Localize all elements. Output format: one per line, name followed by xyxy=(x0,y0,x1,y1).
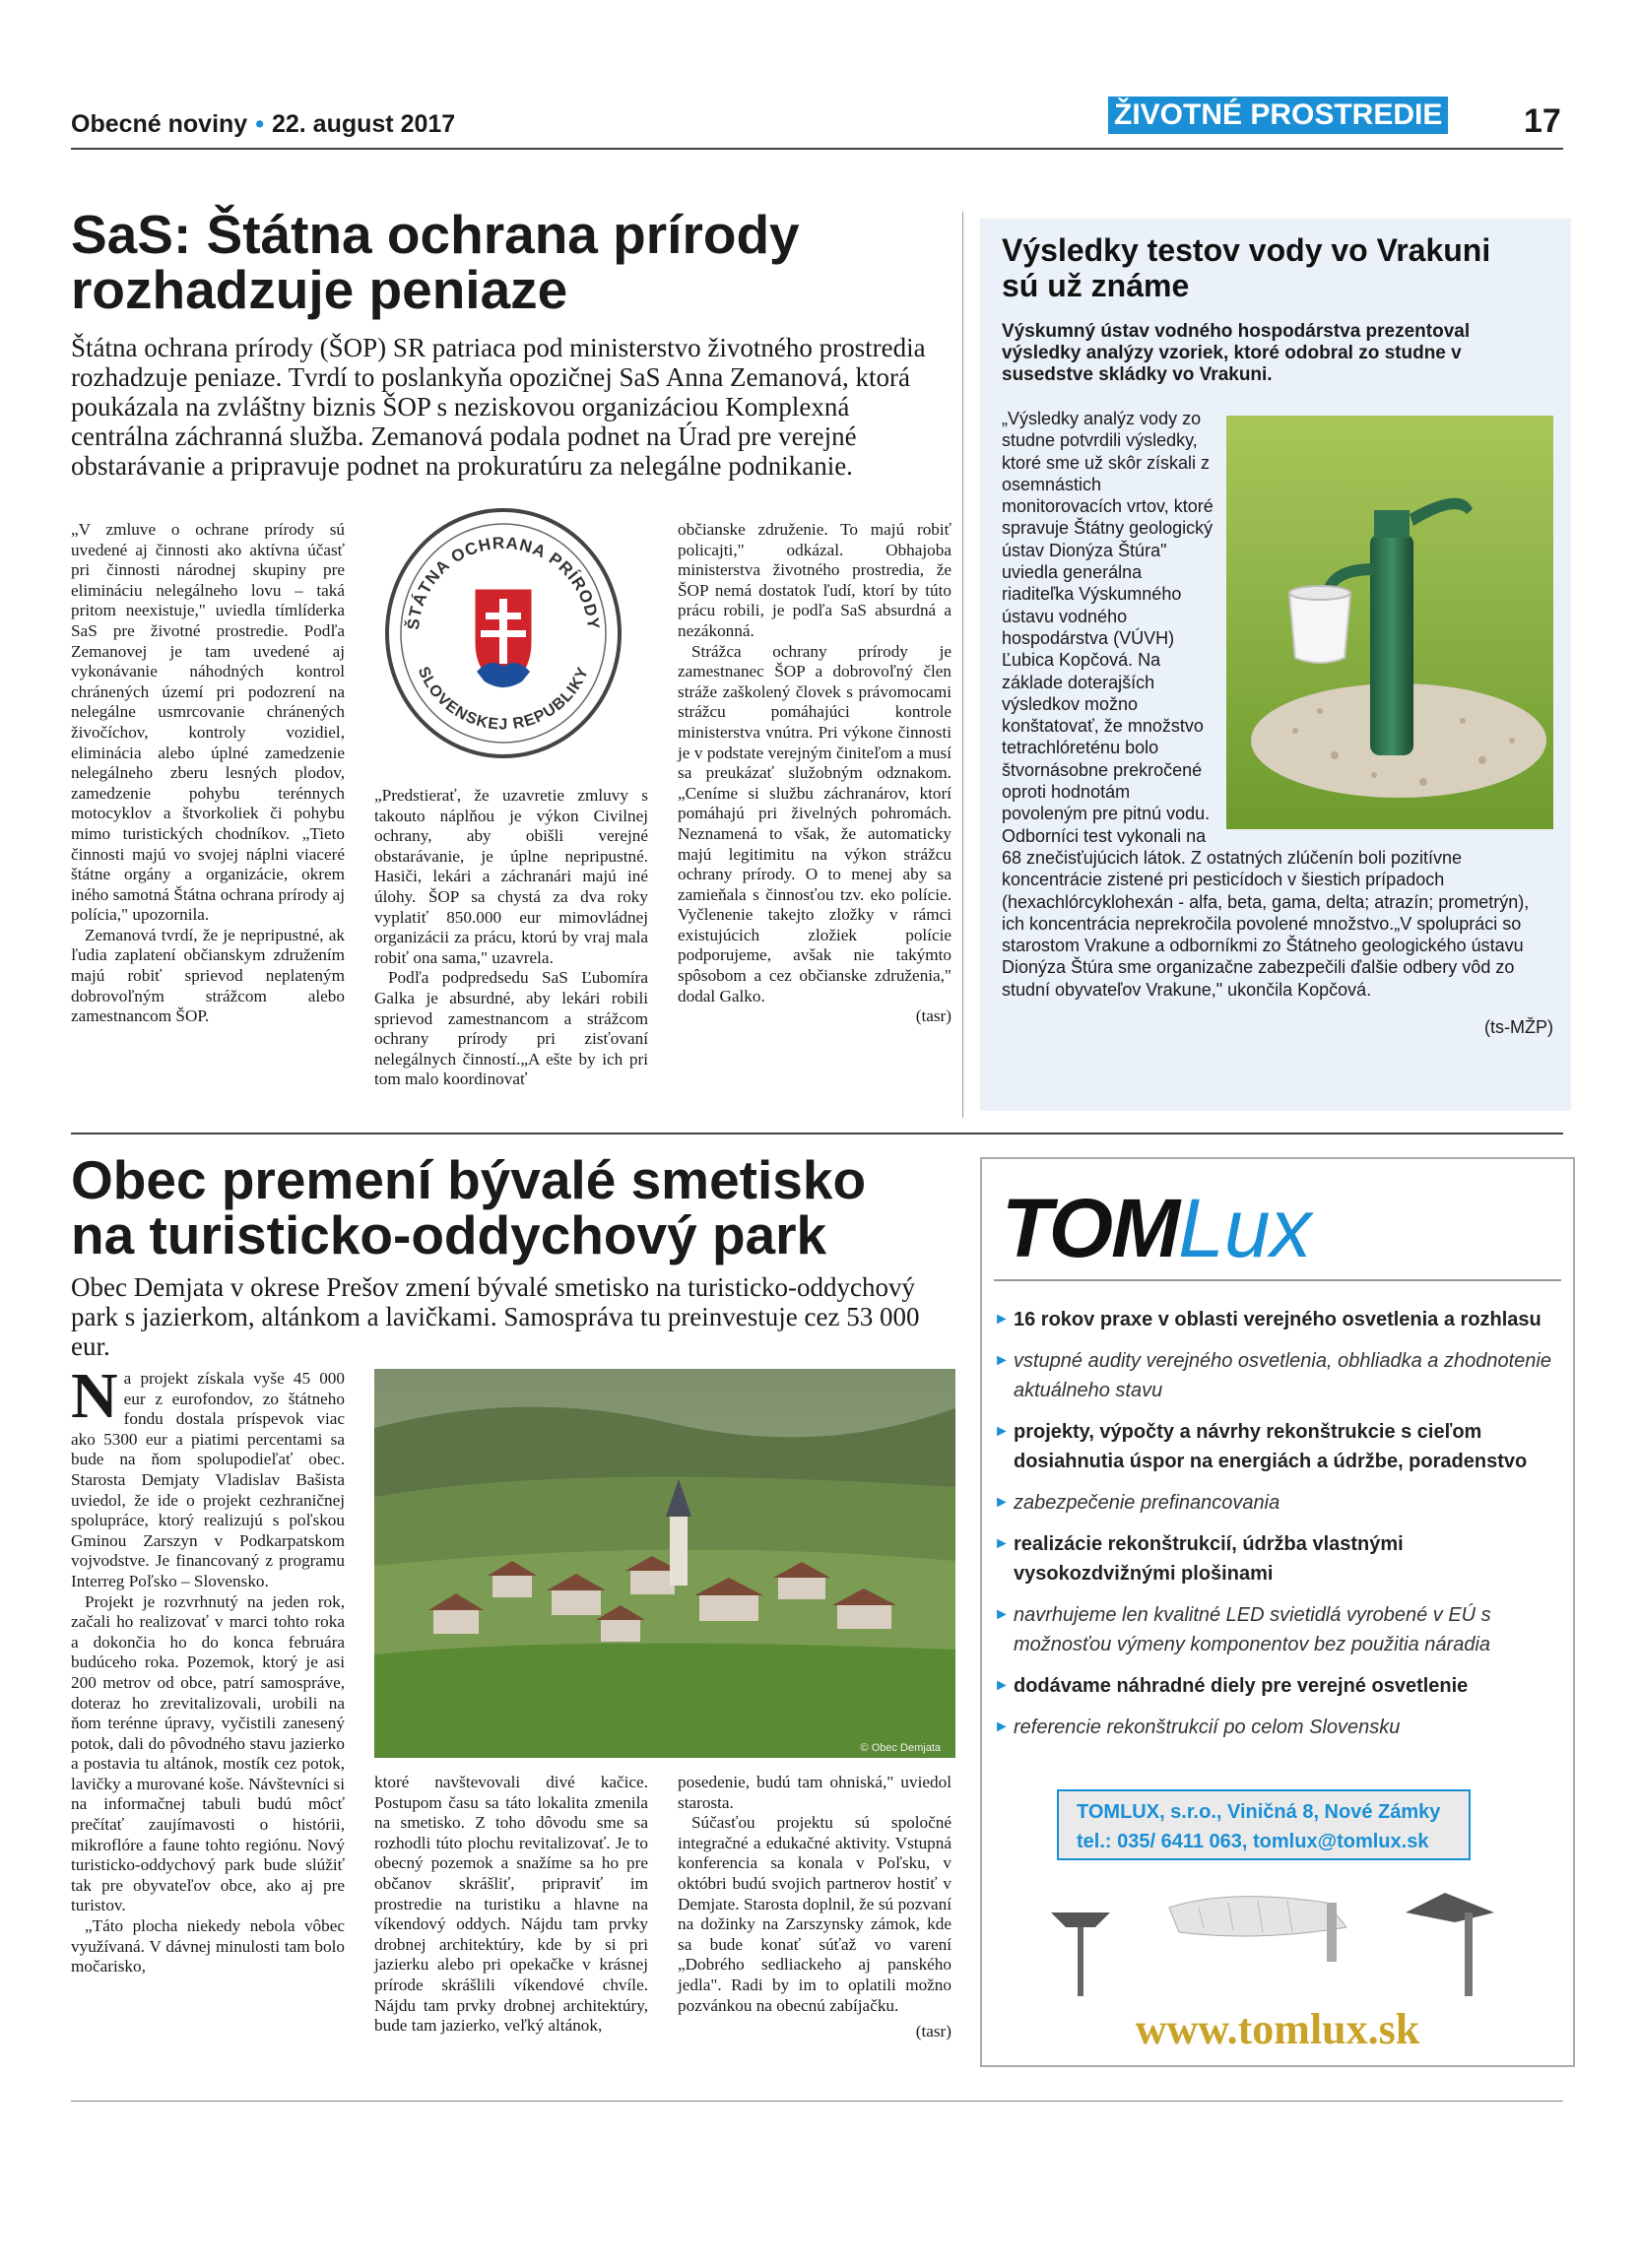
village-photo xyxy=(374,1369,955,1758)
contact-box xyxy=(1057,1789,1471,1860)
logo-text-top: ŠTÁTNA OCHRANA PRÍRODY xyxy=(403,533,604,631)
article1-title-line1: SaS: Štátna ochrana prírody xyxy=(71,204,800,265)
arrow-icon: ► xyxy=(994,1494,1010,1511)
article1-column1 xyxy=(71,520,345,1027)
arrow-icon: ► xyxy=(994,1423,1010,1440)
ad-website[interactable]: www.tomlux.sk xyxy=(1135,2005,1420,2053)
paragraph: Projekt je rozvrhnutý na jeden rok, začali ho realizovať v marci tohto roka a dokončia ho do konca februára budúceho roka. Pozemok, ktorý je asi 200 metrov od obce, patrí samospráve, doteraz ho zrevitalizovali, urobili na ňom terénne úpravy, vyčistili zanesený potok, dali do pôvodného stavu jazierko a postavia tu altánok, mostík cez potok, lavičky a murované koše. Návštevníci si na informačnej tabuli budú môcť prečítať zaujímavosti o histórii, mikroflóre a faune tohto regiónu. Nový turisticko-oddychový park bude slúžiť tak pre obyvateľov obce, ako aj pre turistov. xyxy=(71,1591,345,1915)
sidebar-signature: (ts-MŽP) xyxy=(1484,1017,1553,1038)
service-item xyxy=(994,1305,1560,1334)
article1-signature: (tasr) xyxy=(915,1006,951,1026)
arrow-icon: ► xyxy=(994,1352,1010,1369)
article2-lead: Obec Demjata v okrese Prešov zmení bývalé smetisko na turisticko-oddychový park s jazierkom, altánkom a lavičkami. Samospráva tu preinvestuje cez 53 000 eur. xyxy=(71,1272,920,1361)
paragraph: „Táto plocha niekedy nebola vôbec využívaná. V dávnej minulosti tam bolo močarisko, xyxy=(71,1916,345,1976)
brand-part2: Lux xyxy=(1178,1182,1312,1274)
service-item-text: navrhujeme len kvalitné LED svietidlá vyrobené v EÚ s možnosťou výmeny komponentov bez použitia náradia xyxy=(1014,1604,1491,1655)
article2-column3 xyxy=(678,1773,951,2042)
tomlux-advertisement xyxy=(980,1157,1575,2067)
footer-rule xyxy=(71,2101,1563,2102)
column-divider xyxy=(962,212,963,1118)
service-item-text: projekty, výpočty a návrhy rekonštrukcie s cieľom dosiahnutia úspor na energiách a údržbe, poradenstvo xyxy=(1014,1421,1528,1472)
arrow-icon: ► xyxy=(994,1606,1010,1623)
sidebar-body-text: „Výsledky analýz vody zo studne potvrdili výsledky, ktoré sme už skôr získali z osemnástich monitorovacích vrtov, ktoré spravuje Štátny geologický ústav Dionýza Štúra" uviedla generálna riaditeľka Výskumného ústavu vodného hospodárstva (VÚVH) Ľubica Kopčová. Na základe doterajších výsledkov možno konštatovať, že množstvo tetrachlóreténu bolo štvornásobne prekročené oproti hodnotám povoleným pre pitnú vodu. Odborníci test vykonali na 68 znečisťujúcich látok. Z ostatných zlúčenín boli pozitívne koncentrácie zistené pri pesticídoch v šiestich prípadoch (hexachlórcyklohexán - alfa, beta, gama, delta; atrazín; prometrýn), ich koncentrácia neprekročila povolené množstvo.„V spolupráci so starostom Vrakune a odborníkmi zo Štátneho geologického ústavu Dionýza Štúra sme organizačne zabezpečili ďalšie odbery vôd zo studní obyvateľov Vrakune," ukončila Kopčová. xyxy=(1002,409,1530,1000)
tomlux-logo xyxy=(1002,1181,1553,1274)
paragraph: „Predstierať, že uzavretie zmluvy s takouto náplňou je výkon Civilnej ochrany, aby obišli verejné obstarávanie, je úplne nepripustné. Hasiči, lekári a záchranári majú iné úlohy. ŠOP sa chystá za dva roky vyplatiť 850.000 eur mimovládnej organizácii za prácu, ktorú by vraj mala robiť ona sama," uzavrela. xyxy=(374,786,648,967)
article1-column2 xyxy=(374,786,648,1090)
paragraph: Súčasťou projektu sú spoločné integračné a edukačné aktivity. Vstupná konferencia sa konala v Poľsku, v októbri budú svojich partnerov hostiť v Demjate. Starosta doplnil, že sú pozvaní na dožinky na Zarszynsky zámok, kde sa bude konať súťaž vo varení „Dobrého sedliackeho aj panského jedla". Radi by im to oplatili možno pozvánkou na obecnú zabíjačku. xyxy=(678,1813,951,2015)
paragraph: Strážca ochrany prírody je zamestnanec ŠOP a dobrovoľný člen stráže zaškolený človek s právomocami strážcu pomáhajúci kontrole ministerstva vnútra. Pri výkone činnosti je v podstate verejným činiteľom a musí sa preukázať služobným odznakom. „Ceníme si službu záchranárov, ktorí pomáhajú pri živelných pohromách. Neznamená to však, že automaticky majú legitimitu na výkon strážcu ochrany prírody. O to menej aby sa zamieňala s činnosťou tzv. eko polície. Vyčlenenie takejto zložky v rámci existujúcich zložiek polície podporujeme, avšak nie takýmto spôsobom a cez občianske združenia," dodal Galko. xyxy=(678,641,951,1005)
dropcap: N xyxy=(71,1360,118,1432)
paragraph: Podľa podpredsedu SaS Ľubomíra Galka je absurdné, aby lekári robili sprievod zamestnancom a strážcom ochrany prírody pri zisťovaní nelegálnych činností.„A ešte by ich pri tom malo koordinovať xyxy=(374,968,648,1089)
contact-phone-email: tel.: 035/ 6411 063, tomlux@tomlux.sk xyxy=(1077,1831,1429,1852)
service-item xyxy=(994,1600,1560,1659)
service-item-text: realizácie rekonštrukcií, údržba vlastnými vysokozdvižnými plošinami xyxy=(1014,1533,1404,1585)
ad-divider xyxy=(994,1279,1561,1281)
sidebar-box xyxy=(980,219,1571,1111)
section-label: ŽIVOTNÉ PROSTREDIE xyxy=(1108,97,1448,134)
paragraph: Zemanová tvrdí, že je nepripustné, ak ľudia zaplatení občianskym združením majú robiť sprievod neplateným dobrovoľným strážcom alebo zamestnancom ŠOP. xyxy=(71,925,345,1026)
service-item xyxy=(994,1488,1560,1518)
service-item-text: vstupné audity verejného osvetlenia, obhliadka a zhodnotenie aktuálneho stavu xyxy=(1014,1350,1551,1401)
service-item xyxy=(994,1529,1560,1588)
arrow-icon: ► xyxy=(994,1535,1010,1552)
paragraph: posedenie, budú tam ohniská," uviedol starosta. xyxy=(678,1773,951,1812)
service-item xyxy=(994,1417,1560,1476)
article2-title-line1: Obec premení bývalé smetisko xyxy=(71,1149,867,1210)
brand-part1: TOM xyxy=(1002,1182,1179,1274)
arrow-icon: ► xyxy=(994,1311,1010,1328)
service-item xyxy=(994,1713,1560,1742)
contact-address: TOMLUX, s.r.o., Viničná 8, Nové Zámky xyxy=(1077,1801,1441,1823)
logo-text-bottom: SLOVENSKEJ REPUBLIKY xyxy=(414,664,593,734)
article2-headline xyxy=(71,1149,957,1265)
paragraph: ktoré navštevovali divé kačice. Postupom času sa táto lokalita zmenila na smetisko. Z toho dôvodu sme sa rozhodli túto plochu revitalizovať. Je to obecný pozemok a snažíme sa ho pre občanov skrášliť, pripraviť im prostredie na turistiku a hlavne na víkendový oddych. Nájdu tam prvky drobnej architektúry, kde by si pri jazierku alebo pri opekačke v krásnej prírode skrášlili víkendové chvíle. Nájdu tam prvky drobnej architektúry, bude tam jazierko, veľký altánok, xyxy=(374,1773,648,2036)
service-list xyxy=(994,1305,1560,1754)
article1-title-line2: rozhadzuje peniaze xyxy=(71,259,568,320)
page-number: 17 xyxy=(1524,102,1561,140)
service-item-text: 16 rokov praxe v oblasti verejného osvetlenia a rozhlasu xyxy=(1014,1309,1542,1330)
service-item xyxy=(994,1346,1560,1405)
sop-logo xyxy=(374,504,632,762)
sidebar-subtitle: Výskumný ústav vodného hospodárstva prezentoval výsledky analýzy vzoriek, ktoré odobral zo studne v susedstve skládky vo Vrakuni. xyxy=(1002,321,1471,385)
paragraph: „V zmluve o ochrane prírody sú uvedené aj činnosti ako aktívna účasť pri činnosti národnej skupiny pre elimináciu nelegálneho lovu – taká pritom neexistuje," uviedla tímlíderka SaS pre životné prostredie. Podľa Zemanovej je tam uvedené aj vykonávanie náhodných kontrol chránených území pri podozrení na nelegálne usmrcovanie chránených živočíchov, kontroly vozidiel, eliminácia alebo úplné zamedzenie nelegálneho zberu lesných plodov, zamedzenie pohybu terénnych motocyklov a štvorkoliek či pohybu mimo turistických chodníkov. „Tieto činnosti majú vo svojej náplni viaceré štátne orgány a organizácie, okrem iného samotná Štátna ochrana prírody aj polícia," upozornila. xyxy=(71,520,345,925)
separator-dot: • xyxy=(255,110,264,138)
paragraph: občianske združenie. To majú robiť policajti," odkázal. Obhajoba ministerstva životného prostredia, že ŠOP nemá dostatok ľudí, ktorí by túto prácu robili, je podľa SaS absurdná a nezákonná. xyxy=(678,520,951,640)
article2-column1 xyxy=(71,1360,345,1977)
header-rule xyxy=(71,148,1563,150)
street-lamps-image xyxy=(1031,1883,1524,1996)
issue-date: 22. august 2017 xyxy=(271,110,456,138)
article2-signature: (tasr) xyxy=(915,2022,951,2041)
article2-title-line2: na turisticko-oddychový park xyxy=(71,1204,827,1265)
arrow-icon: ► xyxy=(994,1718,1010,1735)
section-rule xyxy=(71,1133,1563,1134)
sidebar-title-line2: sú už známe xyxy=(1002,268,1190,303)
publication-name: Obecné noviny xyxy=(71,110,248,138)
article1-headline xyxy=(71,204,957,320)
sidebar-title xyxy=(1002,232,1490,303)
service-item-text: referencie rekonštrukcií po celom Slovensku xyxy=(1014,1717,1401,1738)
service-item xyxy=(994,1671,1560,1701)
article1-lead: Štátna ochrana prírody (ŠOP) SR patriaca pod ministerstvo životného prostredia rozhadzuje peniaze. Tvrdí to poslankyňa opozičnej SaS Anna Zemanová, ktorá poukázala na zvláštny biznis ŠOP s neziskovou organizáciou Komplexná centrálna záchranná služba. Zemanová podala podnet na Úrad pre verejné obstarávanie a pripravuje podnet na prokuratúru za nelegálne podnikanie. xyxy=(71,333,926,481)
masthead xyxy=(71,110,455,139)
article1-column3 xyxy=(678,520,951,1027)
service-item-text: zabezpečenie prefinancovania xyxy=(1014,1492,1280,1514)
water-pump-photo xyxy=(1226,416,1553,829)
article2-column2 xyxy=(374,1773,648,2037)
arrow-icon: ► xyxy=(994,1677,1010,1694)
photo-credit: © Obec Demjata xyxy=(860,1742,941,1754)
sidebar-body xyxy=(1002,408,1553,1038)
service-item-text: dodávame náhradné diely pre verejné osvetlenie xyxy=(1014,1675,1469,1697)
paragraph: Na projekt získala vyše 45 000 eur z eurofondov, zo štátneho fondu dostala príspevok viac ako 5300 eur a piatimi percentami sa bude na ňom spolupodieľať obec. Starosta Demjaty Vladislav Bašista uviedol, že ide o projekt cezhraničnej spolupráce, ktorý realizujú s poľskou Gminou Zarszyn v Podkarpatskom vojvodstve. Je financovaný z programu Interreg Poľsko – Slovensko. xyxy=(71,1360,345,1590)
sidebar-title-line1: Výsledky testov vody vo Vrakuni xyxy=(1002,232,1491,268)
